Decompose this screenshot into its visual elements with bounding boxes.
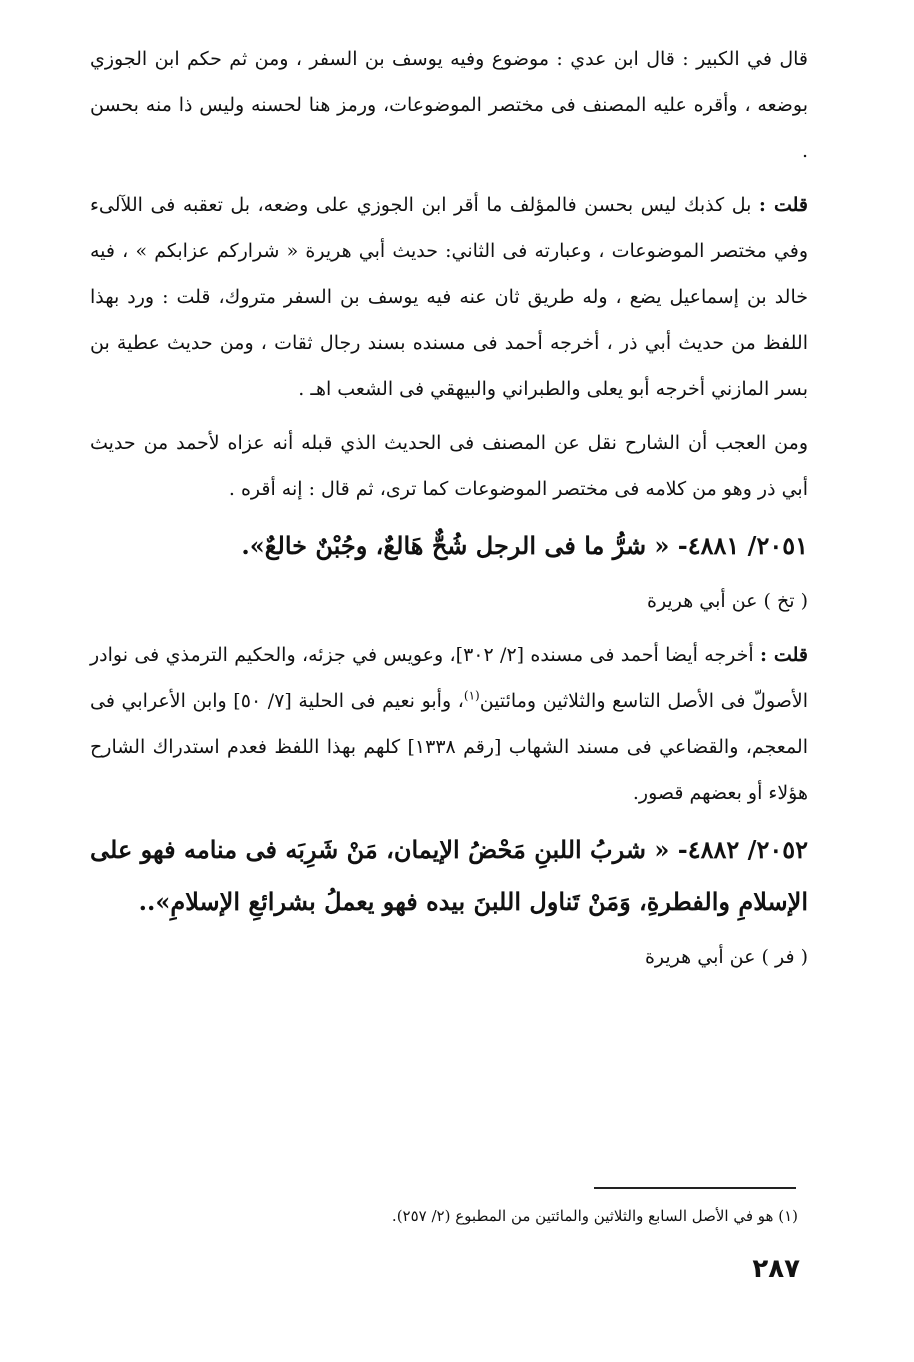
hadith-4882: ٢٠٥٢/ ٤٨٨٢- « شربُ اللبنِ مَحْضُ الإيمان، مَنْ شَرِبَه فى منامه فهو على الإسلامِ والفطرةِ، وَمَنْ تَناول اللبنَ بيده فهو يعملُ بشرائعِ الإسلامِ».. bbox=[90, 835, 809, 916]
hadith-4882-source: ( فر ) عن أبي هريرة bbox=[644, 946, 808, 968]
page-number: ٢٨٧ bbox=[752, 1254, 800, 1284]
paragraph-1: قال في الكبير : قال ابن عدي : موضوع وفيه يوسف بن السفر ، ومن ثم حكم ابن الجوزي بوضعه ، وأقره عليه المصنف فى مختصر الموضوعات، ورمز هنا لحسنه وليس ذا منه بحسن . bbox=[90, 48, 808, 162]
paragraph-3: ومن العجب أن الشارح نقل عن المصنف فى الحديث الذي قبله أنه عزاه لأحمد من حديث أبي ذر وهو من كلامه فى مختصر الموضوعات كما ترى، ثم قال : إنه أقره . bbox=[90, 432, 808, 500]
footnote-divider bbox=[594, 1187, 796, 1189]
paragraph-2-text: بل كذبك ليس بحسن فالمؤلف ما أقر ابن الجوزي على وضعه، بل تعقبه فى اللآلىء وفي مختصر الموضوعات ، وعبارته فى الثاني: حديث أبي هريرة « شراركم عزابكم » ، فيه خالد بن إسماعيل يضع ، وله طريق ثان عنه فيه يوسف بن السفر متروك، قلت : ورد بهذا اللفظ من حديث أبي ذر ، أخرجه أحمد فى مسنده بسند رجال ثقات ، ومن حديث عطية بن بسر المازني أخرجه أبو يعلى والطبراني والبيهقي فى الشعب اهـ . bbox=[90, 194, 808, 400]
qultu-label: قلت : bbox=[758, 194, 808, 216]
hadith-4881: ٢٠٥١/ ٤٨٨١- « شرُّ ما فى الرجل شُحٌّ هَالعٌ، وجُبْنٌ خالعٌ». bbox=[241, 531, 808, 560]
footnote-marker[interactable]: (١) bbox=[463, 688, 480, 703]
paragraph-4-text-a: أخرجه أيضا أحمد فى مسنده [٢/ ٣٠٢]، وعويس في جزئه، والحكيم الترمذي فى نوادر الأصولّ فى الأصل التاسع والثلاثين ومائتين bbox=[90, 644, 809, 712]
page-body bbox=[90, 36, 808, 988]
paragraph-4 bbox=[90, 632, 808, 816]
paragraph-2 bbox=[90, 182, 808, 412]
qultu-label: قلت : bbox=[760, 644, 808, 666]
hadith-4881-source: ( تخ ) عن أبي هريرة bbox=[646, 590, 808, 612]
paragraph-4-text-b: ، وأبو نعيم فى الحلية [٧/ ٥٠] وابن الأعرابي فى المعجم، والقضاعي فى مسند الشهاب [رقم ١٣٣٨] كلهم بهذا اللفظ فعدم استدراك الشارح هؤلاء أو بعضهم قصور. bbox=[90, 690, 808, 804]
footnote: (١) هو في الأصل السابع والثلاثين والمائتين من المطبوع (٢/ ٢٥٧). bbox=[391, 1207, 798, 1225]
